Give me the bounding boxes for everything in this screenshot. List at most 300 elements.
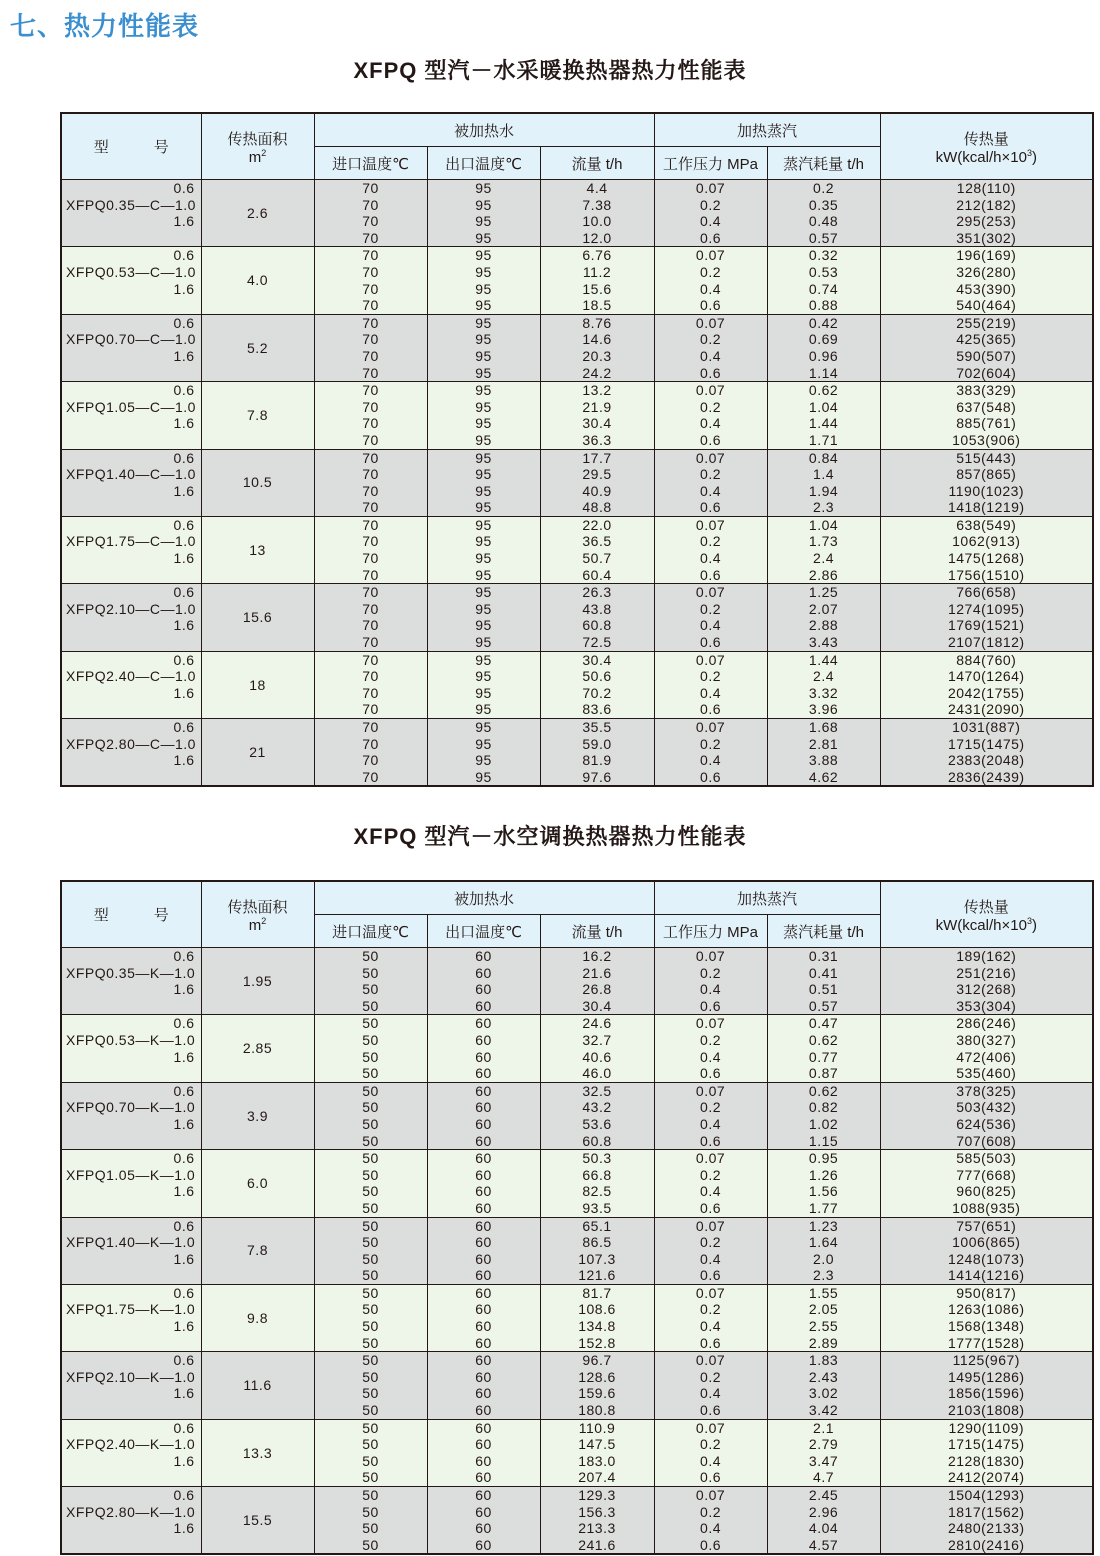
area-cell: 18	[201, 651, 314, 718]
flow-cell	[540, 1015, 654, 1082]
pressure-value: 0.6	[700, 1132, 722, 1149]
pressure-value: 0.4	[700, 482, 722, 499]
heat-value: 2412(2074)	[947, 1469, 1025, 1486]
flow-value: 50.7	[582, 550, 612, 567]
inlet-temp-value: 50	[362, 1487, 379, 1503]
outlet-temp-cell	[427, 1150, 540, 1217]
model-pressure-high: 1.6	[173, 280, 195, 297]
heat-value: 453(390)	[956, 280, 1017, 297]
flow-value: 13.2	[582, 382, 612, 399]
model-name	[62, 668, 201, 685]
outlet-temp-value: 95	[475, 229, 492, 246]
heat-cell	[880, 1150, 1093, 1217]
consumption-cell	[767, 314, 880, 381]
heat-cell	[880, 382, 1093, 449]
inlet-temp-value: 70	[362, 499, 379, 516]
model-name	[62, 736, 201, 753]
inlet-temp-cell	[314, 180, 427, 247]
model-cell	[61, 247, 201, 314]
pressure-cell	[654, 1150, 767, 1217]
table-row	[61, 382, 1093, 449]
table-row	[61, 1284, 1093, 1351]
heat-value: 1475(1268)	[947, 550, 1025, 567]
consumption-value: 3.32	[808, 684, 839, 701]
table-row	[61, 180, 1093, 247]
consumption-value: 0.47	[808, 1015, 839, 1032]
table-row	[61, 1150, 1093, 1217]
outlet-temp-cell	[427, 314, 540, 381]
flow-value: 36.5	[582, 533, 612, 550]
outlet-temp-value: 60	[475, 1419, 492, 1436]
heat-value: 1248(1073)	[947, 1250, 1025, 1267]
outlet-temp-cell	[427, 247, 540, 314]
flow-value: 65.1	[582, 1217, 612, 1234]
header-area-unit-sup: 2	[261, 147, 267, 158]
consumption-cell	[767, 1150, 880, 1217]
flow-value: 159.6	[578, 1385, 616, 1402]
outlet-temp-cell	[427, 651, 540, 718]
heat-value: 884(760)	[956, 651, 1017, 668]
heat-value: 1715(1475)	[947, 1436, 1025, 1453]
heat-value: 1006(865)	[952, 1234, 1021, 1251]
outlet-temp-value: 60	[475, 981, 492, 998]
outlet-temp-value: 60	[475, 1267, 492, 1284]
outlet-temp-cell	[427, 1217, 540, 1284]
heat-value: 1274(1095)	[947, 600, 1025, 617]
outlet-temp-value: 95	[475, 668, 492, 685]
consumption-value: 0.62	[808, 1031, 839, 1048]
inlet-temp-value: 50	[362, 1234, 379, 1251]
model-prefix: XFPQ1.75—C—	[66, 533, 175, 550]
flow-value: 183.0	[578, 1452, 616, 1469]
area-cell: 5.2	[201, 314, 314, 381]
inlet-temp-value: 50	[362, 1469, 379, 1486]
consumption-value: 2.86	[808, 566, 839, 583]
model-pressure-low: 0.6	[173, 1217, 195, 1234]
consumption-cell	[767, 516, 880, 583]
consumption-value: 1.02	[808, 1115, 839, 1132]
consumption-value: 1.23	[808, 1217, 839, 1234]
outlet-temp-value: 95	[475, 735, 492, 752]
inlet-temp-value: 50	[362, 981, 379, 998]
inlet-temp-cell	[314, 1082, 427, 1149]
heat-value: 255(219)	[956, 314, 1017, 331]
header-inlet-temp: 进口温度℃	[314, 915, 427, 948]
consumption-cell	[767, 584, 880, 651]
header-area-unit-sup: 2	[261, 915, 267, 926]
inlet-temp-value: 70	[362, 247, 379, 264]
consumption-value: 0.48	[808, 213, 839, 230]
outlet-temp-value: 60	[475, 1318, 492, 1335]
heat-value: 1414(1216)	[947, 1267, 1025, 1284]
inlet-temp-value: 50	[362, 1217, 379, 1234]
pressure-value: 0.2	[700, 398, 722, 415]
inlet-temp-cell	[314, 584, 427, 651]
model-pressure-low: 0.6	[173, 651, 195, 668]
section-title: 七、热力性能表	[10, 11, 200, 41]
flow-cell	[540, 516, 654, 583]
consumption-cell	[767, 1217, 880, 1284]
consumption-value: 2.79	[808, 1436, 839, 1453]
inlet-temp-value: 70	[362, 701, 379, 718]
header-heat-label: 传热量	[963, 898, 1009, 916]
heat-value: 702(604)	[956, 364, 1017, 381]
flow-value: 18.5	[582, 297, 612, 314]
outlet-temp-cell	[427, 1015, 540, 1082]
consumption-value: 1.83	[808, 1352, 839, 1369]
model-pressure-low: 0.6	[173, 516, 195, 533]
heat-value: 950(817)	[956, 1284, 1017, 1301]
flow-value: 110.9	[578, 1419, 616, 1436]
heat-value: 189(162)	[956, 948, 1017, 964]
pressure-value: 0.6	[700, 1469, 722, 1486]
model-pressure-mid: 1.0	[174, 1031, 196, 1048]
header-pressure: 工作压力 MPa	[654, 147, 767, 180]
consumption-value: 1.04	[808, 398, 839, 415]
pressure-value: 0.2	[700, 1301, 722, 1318]
heat-value: 2810(2416)	[947, 1536, 1025, 1553]
consumption-value: 4.62	[808, 768, 839, 785]
pressure-value: 0.4	[700, 981, 722, 998]
consumption-value: 1.68	[808, 719, 839, 735]
flow-value: 16.2	[582, 948, 612, 964]
flow-value: 40.6	[582, 1048, 612, 1065]
outlet-temp-value: 60	[475, 997, 492, 1014]
consumption-value: 0.53	[808, 263, 839, 280]
model-pressure-mid: 1.0	[174, 1368, 196, 1385]
inlet-temp-cell	[314, 651, 427, 718]
pressure-value: 0.6	[700, 634, 722, 651]
outlet-temp-value: 60	[475, 1166, 492, 1183]
outlet-temp-value: 60	[475, 964, 492, 981]
table-row	[61, 1352, 1093, 1419]
pressure-value: 0.6	[700, 566, 722, 583]
pressure-value: 0.07	[695, 1284, 726, 1301]
model-pressure-mid: 1.0	[174, 735, 196, 752]
pressure-value: 0.2	[700, 331, 722, 348]
flow-value: 14.6	[582, 331, 612, 348]
outlet-temp-value: 60	[475, 1334, 492, 1351]
pressure-value: 0.07	[695, 948, 726, 964]
outlet-temp-value: 60	[475, 1132, 492, 1149]
pressure-value: 0.07	[695, 1082, 726, 1099]
heat-value: 472(406)	[956, 1048, 1017, 1065]
pressure-value: 0.6	[700, 364, 722, 381]
heat-value: 1418(1219)	[947, 499, 1025, 516]
flow-value: 17.7	[582, 449, 612, 466]
model-pressure-mid: 1.0	[174, 533, 196, 550]
pressure-value: 0.2	[700, 1031, 722, 1048]
inlet-temp-value: 70	[362, 600, 379, 617]
heat-value: 2836(2439)	[947, 768, 1025, 785]
header-area-label: 传热面积	[227, 130, 288, 148]
heat-value: 1290(1109)	[948, 1419, 1025, 1436]
model-pressure-low: 0.6	[173, 948, 195, 964]
aircon-performance-table-wrap	[60, 880, 1092, 1555]
inlet-temp-value: 50	[362, 1503, 379, 1520]
heat-value: 503(432)	[956, 1099, 1017, 1116]
consumption-cell	[767, 1419, 880, 1486]
model-prefix: XFPQ0.35—K—	[66, 964, 175, 981]
outlet-temp-value: 60	[475, 1217, 492, 1234]
heat-cell	[880, 516, 1093, 583]
flow-value: 97.6	[582, 768, 612, 785]
inlet-temp-cell	[314, 1284, 427, 1351]
model-pressure-low: 0.6	[173, 584, 195, 601]
consumption-value: 3.47	[808, 1452, 839, 1469]
area-cell: 15.6	[201, 584, 314, 651]
consumption-value: 1.44	[808, 651, 839, 668]
consumption-value: 0.31	[808, 948, 839, 964]
consumption-value: 3.96	[808, 701, 839, 718]
pressure-value: 0.6	[700, 701, 722, 718]
model-pressure-mid: 1.0	[174, 1503, 196, 1520]
consumption-value: 2.45	[808, 1487, 839, 1503]
outlet-temp-value: 60	[475, 1436, 492, 1453]
flow-value: 121.6	[578, 1267, 616, 1284]
heat-value: 757(651)	[956, 1217, 1017, 1234]
model-prefix: XFPQ1.40—K—	[66, 1234, 175, 1251]
heat-value: 1088(935)	[952, 1199, 1021, 1216]
heat-cell	[880, 1284, 1093, 1351]
consumption-value: 1.71	[808, 431, 839, 448]
outlet-temp-value: 95	[475, 382, 492, 399]
outlet-temp-cell	[427, 584, 540, 651]
heat-cell	[880, 719, 1093, 787]
table-row	[61, 1082, 1093, 1149]
flow-value: 10.0	[582, 213, 612, 230]
flow-value: 30.4	[582, 415, 612, 432]
model-pressure-mid: 1.0	[174, 196, 196, 213]
pressure-value: 0.6	[700, 1334, 722, 1351]
flow-cell	[540, 1082, 654, 1149]
header-flow: 流量 t/h	[540, 915, 654, 948]
heat-value: 707(608)	[956, 1132, 1017, 1149]
model-pressure-mid: 1.0	[174, 398, 196, 415]
heat-value: 1504(1293)	[947, 1487, 1025, 1503]
heat-value: 1756(1510)	[947, 566, 1025, 583]
heat-cell	[880, 651, 1093, 718]
consumption-value: 0.69	[808, 331, 839, 348]
heat-value: 380(327)	[956, 1031, 1017, 1048]
pressure-value: 0.6	[700, 1402, 722, 1419]
header-outlet-temp: 出口温度℃	[427, 915, 540, 948]
pressure-value: 0.07	[695, 1487, 726, 1503]
model-pressure-low: 0.6	[173, 1352, 195, 1369]
inlet-temp-value: 70	[362, 196, 379, 213]
outlet-temp-value: 95	[475, 533, 492, 550]
outlet-temp-value: 60	[475, 1469, 492, 1486]
outlet-temp-value: 95	[475, 196, 492, 213]
inlet-temp-value: 70	[362, 684, 379, 701]
flow-value: 213.3	[578, 1520, 616, 1537]
flow-value: 36.3	[582, 431, 612, 448]
inlet-temp-value: 50	[362, 964, 379, 981]
inlet-temp-cell	[314, 516, 427, 583]
outlet-temp-value: 95	[475, 263, 492, 280]
heat-value: 196(169)	[956, 247, 1017, 264]
consumption-value: 2.43	[808, 1368, 839, 1385]
pressure-value: 0.07	[695, 180, 726, 196]
header-model: 型 号	[61, 113, 201, 180]
header-heat-label: 传热量	[963, 130, 1009, 148]
heat-value: 2128(1830)	[947, 1452, 1025, 1469]
outlet-temp-value: 60	[475, 1352, 492, 1369]
model-pressure-high: 1.6	[173, 1318, 195, 1335]
inlet-temp-cell	[314, 247, 427, 314]
heat-value: 624(536)	[956, 1115, 1017, 1132]
outlet-temp-value: 95	[475, 550, 492, 567]
model-name	[62, 197, 201, 214]
pressure-value: 0.6	[700, 1267, 722, 1284]
consumption-value: 1.44	[808, 415, 839, 432]
area-cell: 2.6	[201, 180, 314, 247]
inlet-temp-value: 50	[362, 1385, 379, 1402]
outlet-temp-value: 95	[475, 600, 492, 617]
heat-value: 1568(1348)	[947, 1318, 1025, 1335]
header-heat-unit-end: )	[1031, 916, 1037, 934]
model-cell	[61, 1015, 201, 1082]
model-pressure-high: 1.6	[173, 1183, 195, 1200]
model-pressure-mid: 1.0	[174, 600, 196, 617]
model-prefix: XFPQ2.80—C—	[66, 735, 175, 752]
outlet-temp-value: 60	[475, 1385, 492, 1402]
heat-value: 960(825)	[956, 1183, 1017, 1200]
outlet-temp-value: 60	[475, 1503, 492, 1520]
model-name	[62, 399, 201, 416]
pressure-value: 0.4	[700, 1115, 722, 1132]
model-cell	[61, 584, 201, 651]
inlet-temp-value: 50	[362, 1065, 379, 1082]
outlet-temp-cell	[427, 1352, 540, 1419]
outlet-temp-value: 60	[475, 1183, 492, 1200]
flow-value: 26.8	[582, 981, 612, 998]
pressure-value: 0.4	[700, 1183, 722, 1200]
heat-value: 777(668)	[956, 1166, 1017, 1183]
consumption-value: 0.96	[808, 347, 839, 364]
outlet-temp-value: 60	[475, 1065, 492, 1082]
outlet-temp-value: 60	[475, 1250, 492, 1267]
flow-value: 8.76	[582, 314, 612, 331]
flow-value: 60.8	[582, 1132, 612, 1149]
model-pressure-high: 1.6	[173, 482, 195, 499]
flow-value: 32.7	[582, 1031, 612, 1048]
flow-value: 180.8	[578, 1402, 616, 1419]
heat-value: 425(365)	[956, 331, 1017, 348]
flow-value: 81.9	[582, 752, 612, 769]
heat-value: 378(325)	[956, 1082, 1017, 1099]
heat-cell	[880, 314, 1093, 381]
consumption-value: 0.82	[808, 1099, 839, 1116]
heat-value: 212(182)	[956, 196, 1017, 213]
flow-value: 156.3	[578, 1503, 616, 1520]
model-prefix: XFPQ0.53—C—	[66, 263, 175, 280]
outlet-temp-value: 95	[475, 431, 492, 448]
outlet-temp-value: 60	[475, 1520, 492, 1537]
flow-cell	[540, 651, 654, 718]
pressure-value: 0.07	[695, 516, 726, 533]
area-cell: 21	[201, 719, 314, 787]
inlet-temp-value: 70	[362, 347, 379, 364]
table-row	[61, 449, 1093, 516]
heat-value: 1495(1286)	[947, 1368, 1025, 1385]
heat-value: 637(548)	[956, 398, 1017, 415]
area-cell: 13	[201, 516, 314, 583]
pressure-cell	[654, 247, 767, 314]
model-pressure-low: 0.6	[173, 449, 195, 466]
outlet-temp-value: 60	[475, 1284, 492, 1301]
model-pressure-high: 1.6	[173, 347, 195, 364]
outlet-temp-value: 95	[475, 449, 492, 466]
heat-value: 383(329)	[956, 382, 1017, 399]
inlet-temp-value: 50	[362, 948, 379, 964]
heat-value: 312(268)	[956, 981, 1017, 998]
area-cell: 9.8	[201, 1284, 314, 1351]
flow-value: 6.76	[582, 247, 612, 264]
model-name	[62, 1504, 201, 1521]
pressure-value: 0.4	[700, 617, 722, 634]
pressure-value: 0.07	[695, 584, 726, 601]
consumption-value: 0.32	[808, 247, 839, 264]
inlet-temp-value: 70	[362, 668, 379, 685]
area-cell: 2.85	[201, 1015, 314, 1082]
table-row	[61, 1217, 1093, 1284]
model-cell	[61, 1487, 201, 1555]
flow-value: 12.0	[582, 229, 612, 246]
model-name	[62, 965, 201, 982]
table-row	[61, 584, 1093, 651]
model-cell	[61, 948, 201, 1015]
outlet-temp-value: 95	[475, 247, 492, 264]
inlet-temp-value: 50	[362, 1368, 379, 1385]
inlet-temp-value: 70	[362, 431, 379, 448]
pressure-value: 0.07	[695, 247, 726, 264]
pressure-value: 0.6	[700, 1199, 722, 1216]
flow-value: 43.2	[582, 1099, 612, 1116]
consumption-value: 0.2	[813, 180, 835, 196]
pressure-value: 0.07	[695, 651, 726, 668]
model-cell	[61, 1082, 201, 1149]
outlet-temp-value: 95	[475, 516, 492, 533]
model-cell	[61, 1419, 201, 1486]
heat-value: 2431(2090)	[947, 701, 1025, 718]
pressure-value: 0.07	[695, 382, 726, 399]
header-area	[201, 113, 314, 180]
consumption-cell	[767, 651, 880, 718]
outlet-temp-value: 60	[475, 1234, 492, 1251]
flow-value: 128.6	[578, 1368, 616, 1385]
pressure-value: 0.6	[700, 1536, 722, 1553]
heat-value: 251(216)	[956, 964, 1017, 981]
pressure-value: 0.4	[700, 415, 722, 432]
header-heat-unit: kW(kcal/h×10	[935, 148, 1027, 166]
header-heated-water: 被加热水	[314, 881, 654, 915]
inlet-temp-value: 70	[362, 364, 379, 381]
consumption-cell	[767, 1015, 880, 1082]
outlet-temp-value: 95	[475, 466, 492, 483]
consumption-value: 2.96	[808, 1503, 839, 1520]
consumption-value: 2.05	[808, 1301, 839, 1318]
inlet-temp-cell	[314, 948, 427, 1015]
consumption-cell	[767, 1082, 880, 1149]
inlet-temp-value: 70	[362, 280, 379, 297]
consumption-value: 1.64	[808, 1234, 839, 1251]
inlet-temp-value: 50	[362, 1301, 379, 1318]
model-name	[62, 1167, 201, 1184]
pressure-cell	[654, 584, 767, 651]
inlet-temp-cell	[314, 449, 427, 516]
outlet-temp-value: 60	[475, 1015, 492, 1032]
